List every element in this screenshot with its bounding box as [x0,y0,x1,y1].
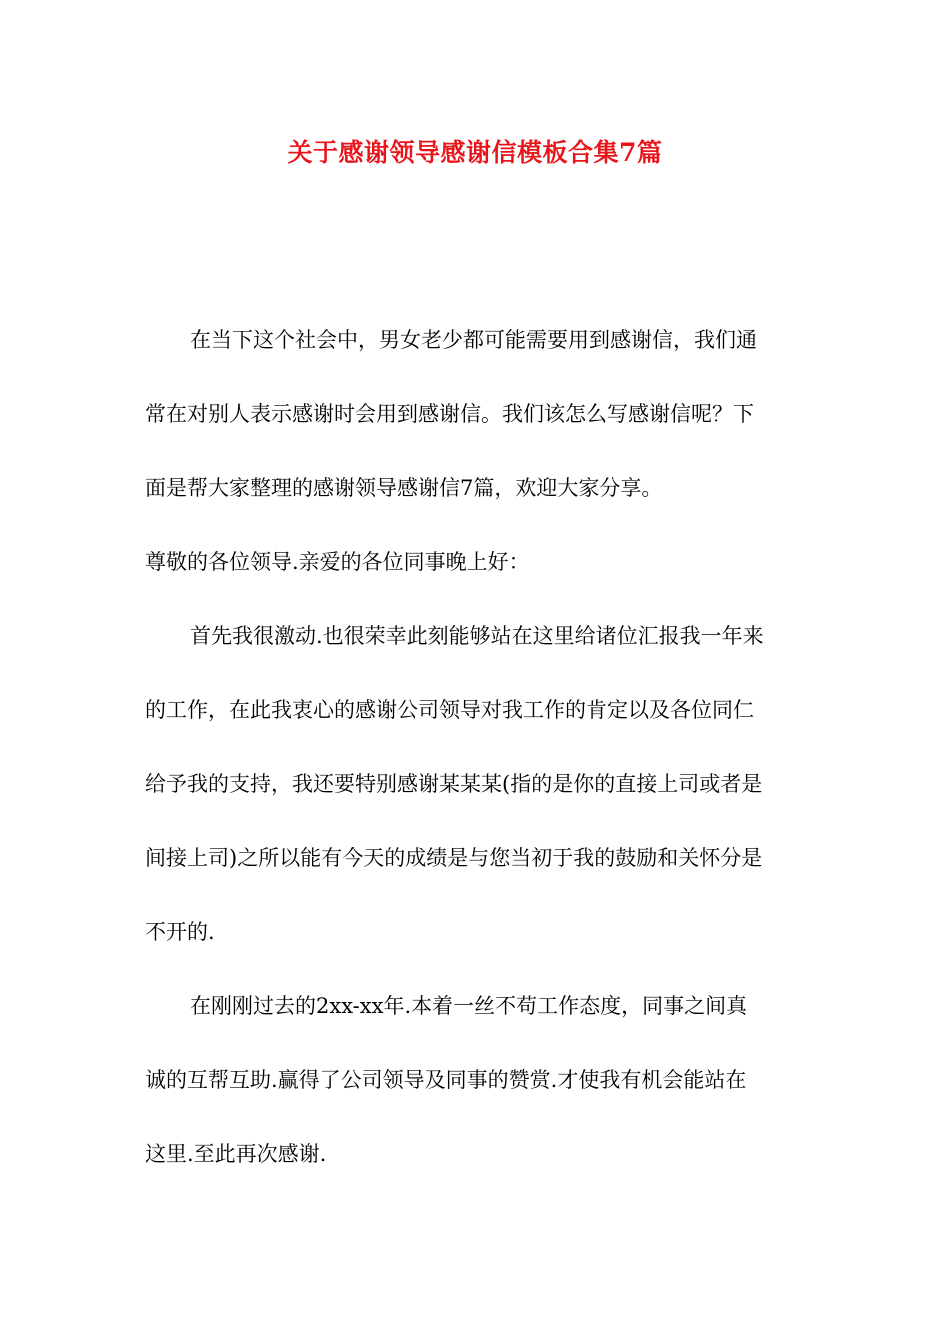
text-line: 这里.至此再次感谢. [145,1142,327,1166]
text-line: 常在对别人表示感谢时会用到感谢信。我们该怎么写感谢信呢？下 [145,402,754,426]
text-line: 诚的互帮互助.赢得了公司领导及同事的赞赏.才使我有机会能站在 [145,1068,747,1092]
text-line: 不开的. [145,920,215,944]
text-line: 间接上司)之所以能有今天的成绩是与您当初于我的鼓励和关怀分是 [145,846,763,870]
text-line: 面是帮大家整理的感谢领导感谢信7篇，欢迎大家分享。 [145,476,663,500]
text-line: 给予我的支持，我还要特别感谢某某某(指的是你的直接上司或者是 [145,772,763,796]
text-line: 在刚刚过去的2xx-xx年.本着一丝不苟工作态度，同事之间真 [190,994,748,1018]
text-line: 的工作，在此我衷心的感谢公司领导对我工作的肯定以及各位同仁 [145,698,754,722]
text-line: 尊敬的各位领导.亲爱的各位同事晚上好： [145,550,530,574]
text-line: 首先我很激动.也很荣幸此刻能够站在这里给诸位汇报我一年来 [190,624,764,648]
text-line: 在当下这个社会中，男女老少都可能需要用到感谢信，我们通 [190,328,757,352]
document-title: 关于感谢领导感谢信模板合集7篇 [287,138,663,167]
